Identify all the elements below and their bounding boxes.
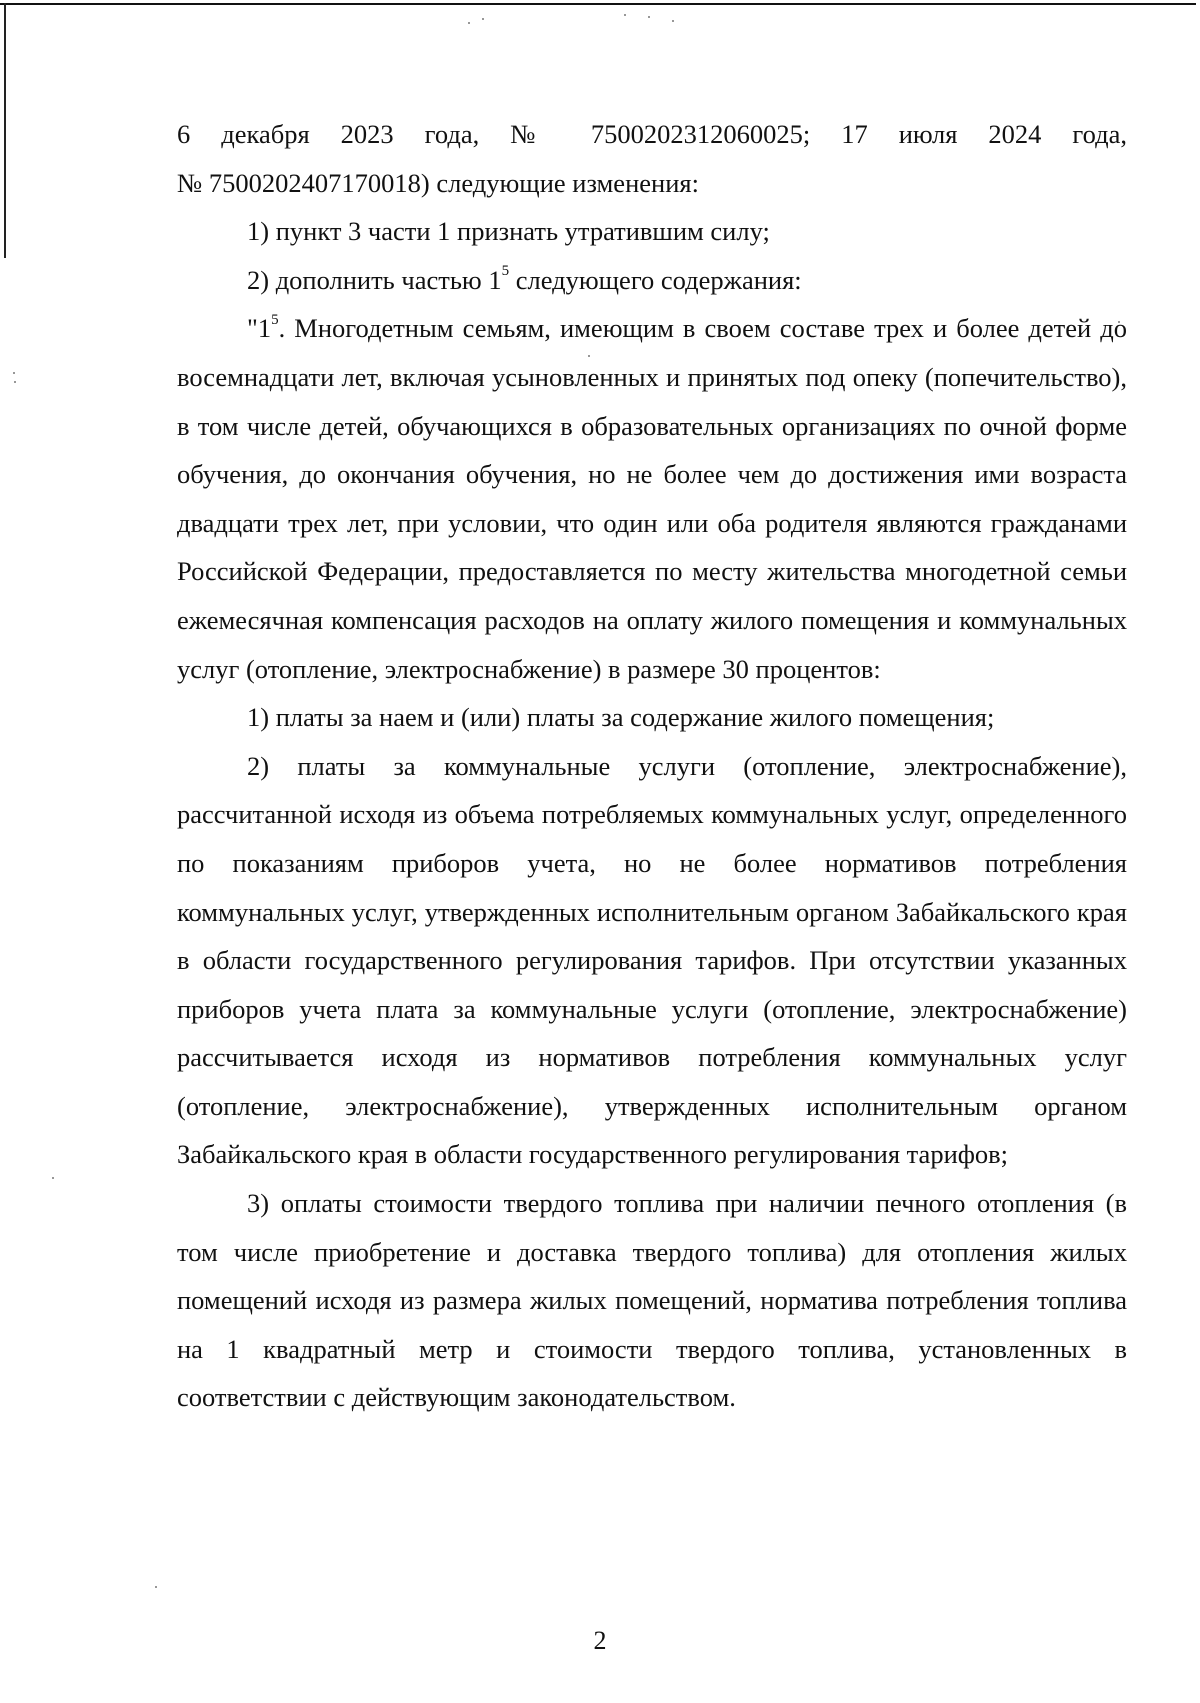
intro-line-2: № 7500202407170018) следующие изменения: (177, 167, 699, 198)
subitem-1: 1) платы за наем и (или) платы за содержание жилого помещения; (247, 702, 995, 733)
amendment-item-2 (177, 256, 1127, 305)
new-part-superscript: 5 (271, 311, 279, 328)
amendment-item-1: 1) пункт 3 части 1 признать утратившим силу; (247, 216, 770, 247)
document-body (177, 110, 1127, 1422)
amendment-item-2-tail: следующего содержания: (509, 264, 802, 295)
scan-border-left (4, 3, 6, 258)
amendment-item-2-superscript: 5 (501, 262, 510, 279)
new-part-text: . Многодетным семьям, имеющим в своем составе трех и более детей до восемнадцати лет, включая усыновленных и принятых под опеку (попечительство), в том числе детей, обучающихся в образовательных организациях по очной форме обучения, до окончания обучения, но не более чем до достижения ими возраста двадцати трех лет, при условии, что один или оба родителя являются гражданами Российской Федерации, предоставляется по месту жительства многодетной семьи ежемесячная компенсация расходов на оплату жилого помещения и коммунальных услуг (отопление, электроснабжение) в размере 30 процентов: (177, 313, 1127, 684)
subitem-2: 2) платы за коммунальные услуги (отопление, электроснабжение), рассчитанной исходя из объема потребляемых коммунальных услуг, определенного по показаниям приборов учета, но не более нормативов потребления коммунальных услуг, утвержденных исполнительным органом Забайкальского края в области государственного регулирования тарифов. При отсутствии указанных приборов учета плата за коммунальные услуги (отопление, электроснабжение) рассчитывается исходя из нормативов потребления коммунальных услуг (отопление, электроснабжение), утвержденных исполнительным органом Забайкальского края в области государственного регулирования тарифов; (177, 750, 1127, 1170)
intro-line-1: 6 декабря 2023 года, № 7500202312060025; 17 июля 2024 года, (177, 119, 1127, 149)
page-number: 2 (593, 1626, 607, 1655)
scan-border-top (0, 3, 1196, 5)
new-part-prefix: "1 (247, 313, 272, 344)
new-part-paragraph (177, 304, 1127, 693)
subitem-3: 3) оплаты стоимости твердого топлива при наличии печного отопления (в том числе приобретение и доставка твердого топлива) для отопления жилых помещений исходя из размера жилых помещений, норматива потребления топлива на 1 квадратный метр и стоимости твердого топлива, установленных в соответствии с действующим законодательством. (177, 1188, 1127, 1413)
intro-paragraph (177, 110, 1127, 207)
amendment-item-2-text: 2) дополнить частью 1 (247, 264, 502, 295)
